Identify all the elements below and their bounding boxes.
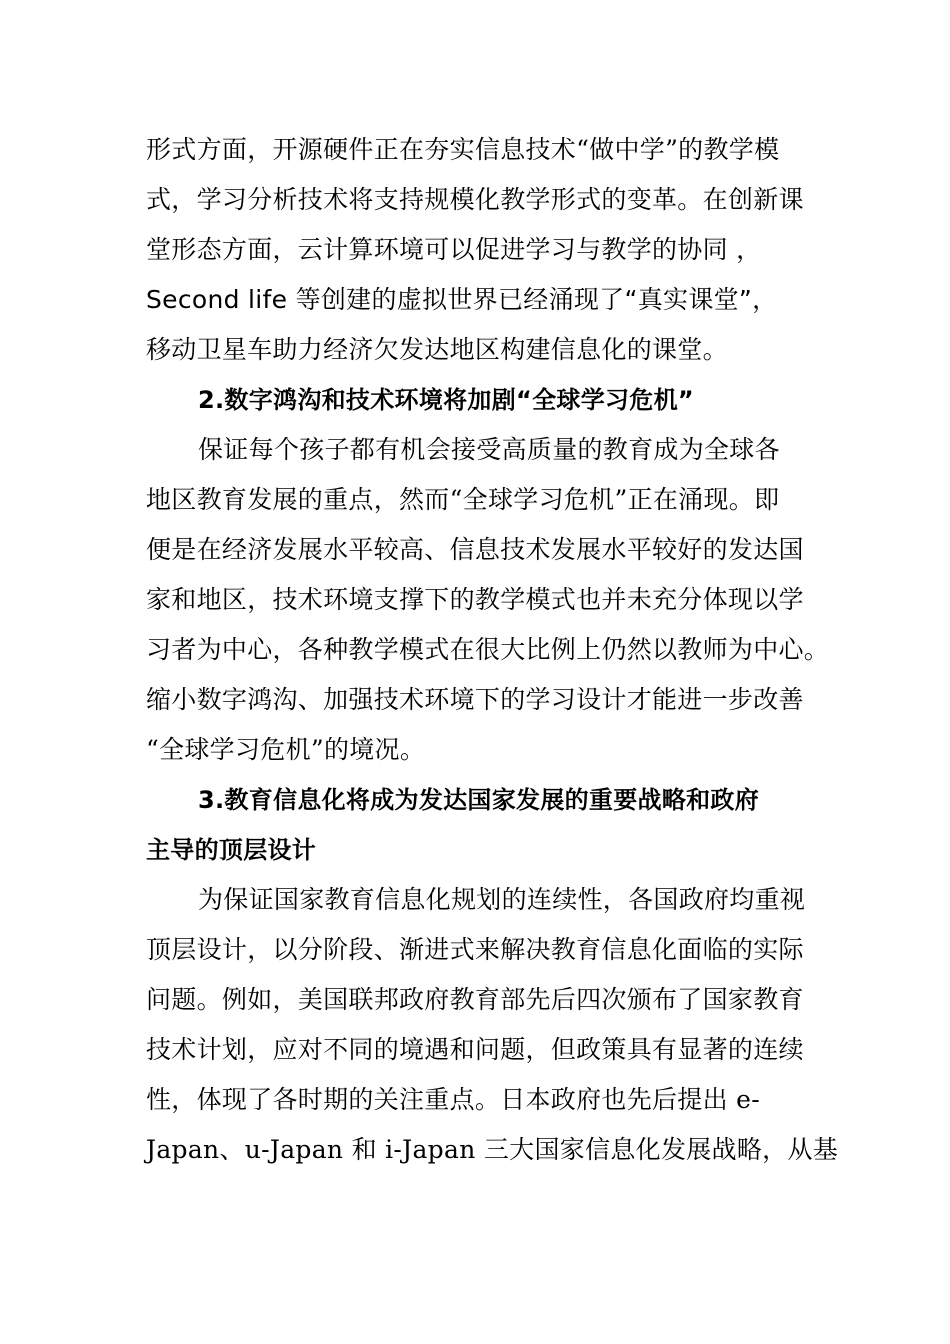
section-heading-3 <box>146 775 826 875</box>
heading-line: 3.教育信息化将成为发达国家发展的重要战略和政府 <box>198 786 760 814</box>
text-line: 顶层设计，以分阶段、渐进式来解决教育信息化面临的实际 <box>146 935 804 964</box>
document-body <box>146 125 839 1175</box>
text-line: 技术计划，应对不同的境遇和问题，但政策具有显著的连续 <box>146 1035 804 1064</box>
paragraph-top-level-design <box>146 875 839 1175</box>
text-line: 习者为中心，各种教学模式在很大比例上仍然以教师为中心。 <box>146 635 830 664</box>
text-line: 缩小数字鸿沟、加强技术环境下的学习设计才能进一步改善 <box>146 685 804 714</box>
text-line: 保证每个孩子都有机会接受高质量的教育成为全球各 <box>198 435 780 464</box>
heading-line: 主导的顶层设计 <box>146 836 317 864</box>
text-line: Second life 等创建的虚拟世界已经涌现了“真实课堂”， <box>146 285 778 314</box>
section-heading-2: 2.数字鸿沟和技术环境将加剧“全球学习危机” <box>198 386 694 414</box>
text-line: 式，学习分析技术将支持规模化教学形式的变革。在创新课 <box>146 185 804 214</box>
text-line: 为保证国家教育信息化规划的连续性，各国政府均重视 <box>198 885 806 914</box>
text-line: 便是在经济发展水平较高、信息技术发展水平较好的发达国 <box>146 535 804 564</box>
text-line: 家和地区，技术环境支撑下的教学模式也并未充分体现以学 <box>146 585 804 614</box>
paragraph-classroom-forms <box>146 125 826 375</box>
paragraph-learning-crisis <box>146 425 830 775</box>
text-line: “全球学习危机”的境况。 <box>146 735 426 764</box>
text-line: 形式方面，开源硬件正在夯实信息技术“做中学”的教学模 <box>146 135 780 164</box>
text-line: 堂形态方面，云计算环境可以促进学习与教学的协同 ， <box>146 235 762 264</box>
text-line: 移动卫星车助力经济欠发达地区构建信息化的课堂。 <box>146 335 728 364</box>
text-line: 问题。例如，美国联邦政府教育部先后四次颁布了国家教育 <box>146 985 804 1014</box>
text-line: Japan、u-Japan 和 i-Japan 三大国家信息化发展战略，从基 <box>146 1135 839 1164</box>
text-line: 地区教育发展的重点，然而“全球学习危机”正在涌现。即 <box>146 485 780 514</box>
text-line: 性，体现了各时期的关注重点。日本政府也先后提出 e- <box>146 1085 760 1114</box>
